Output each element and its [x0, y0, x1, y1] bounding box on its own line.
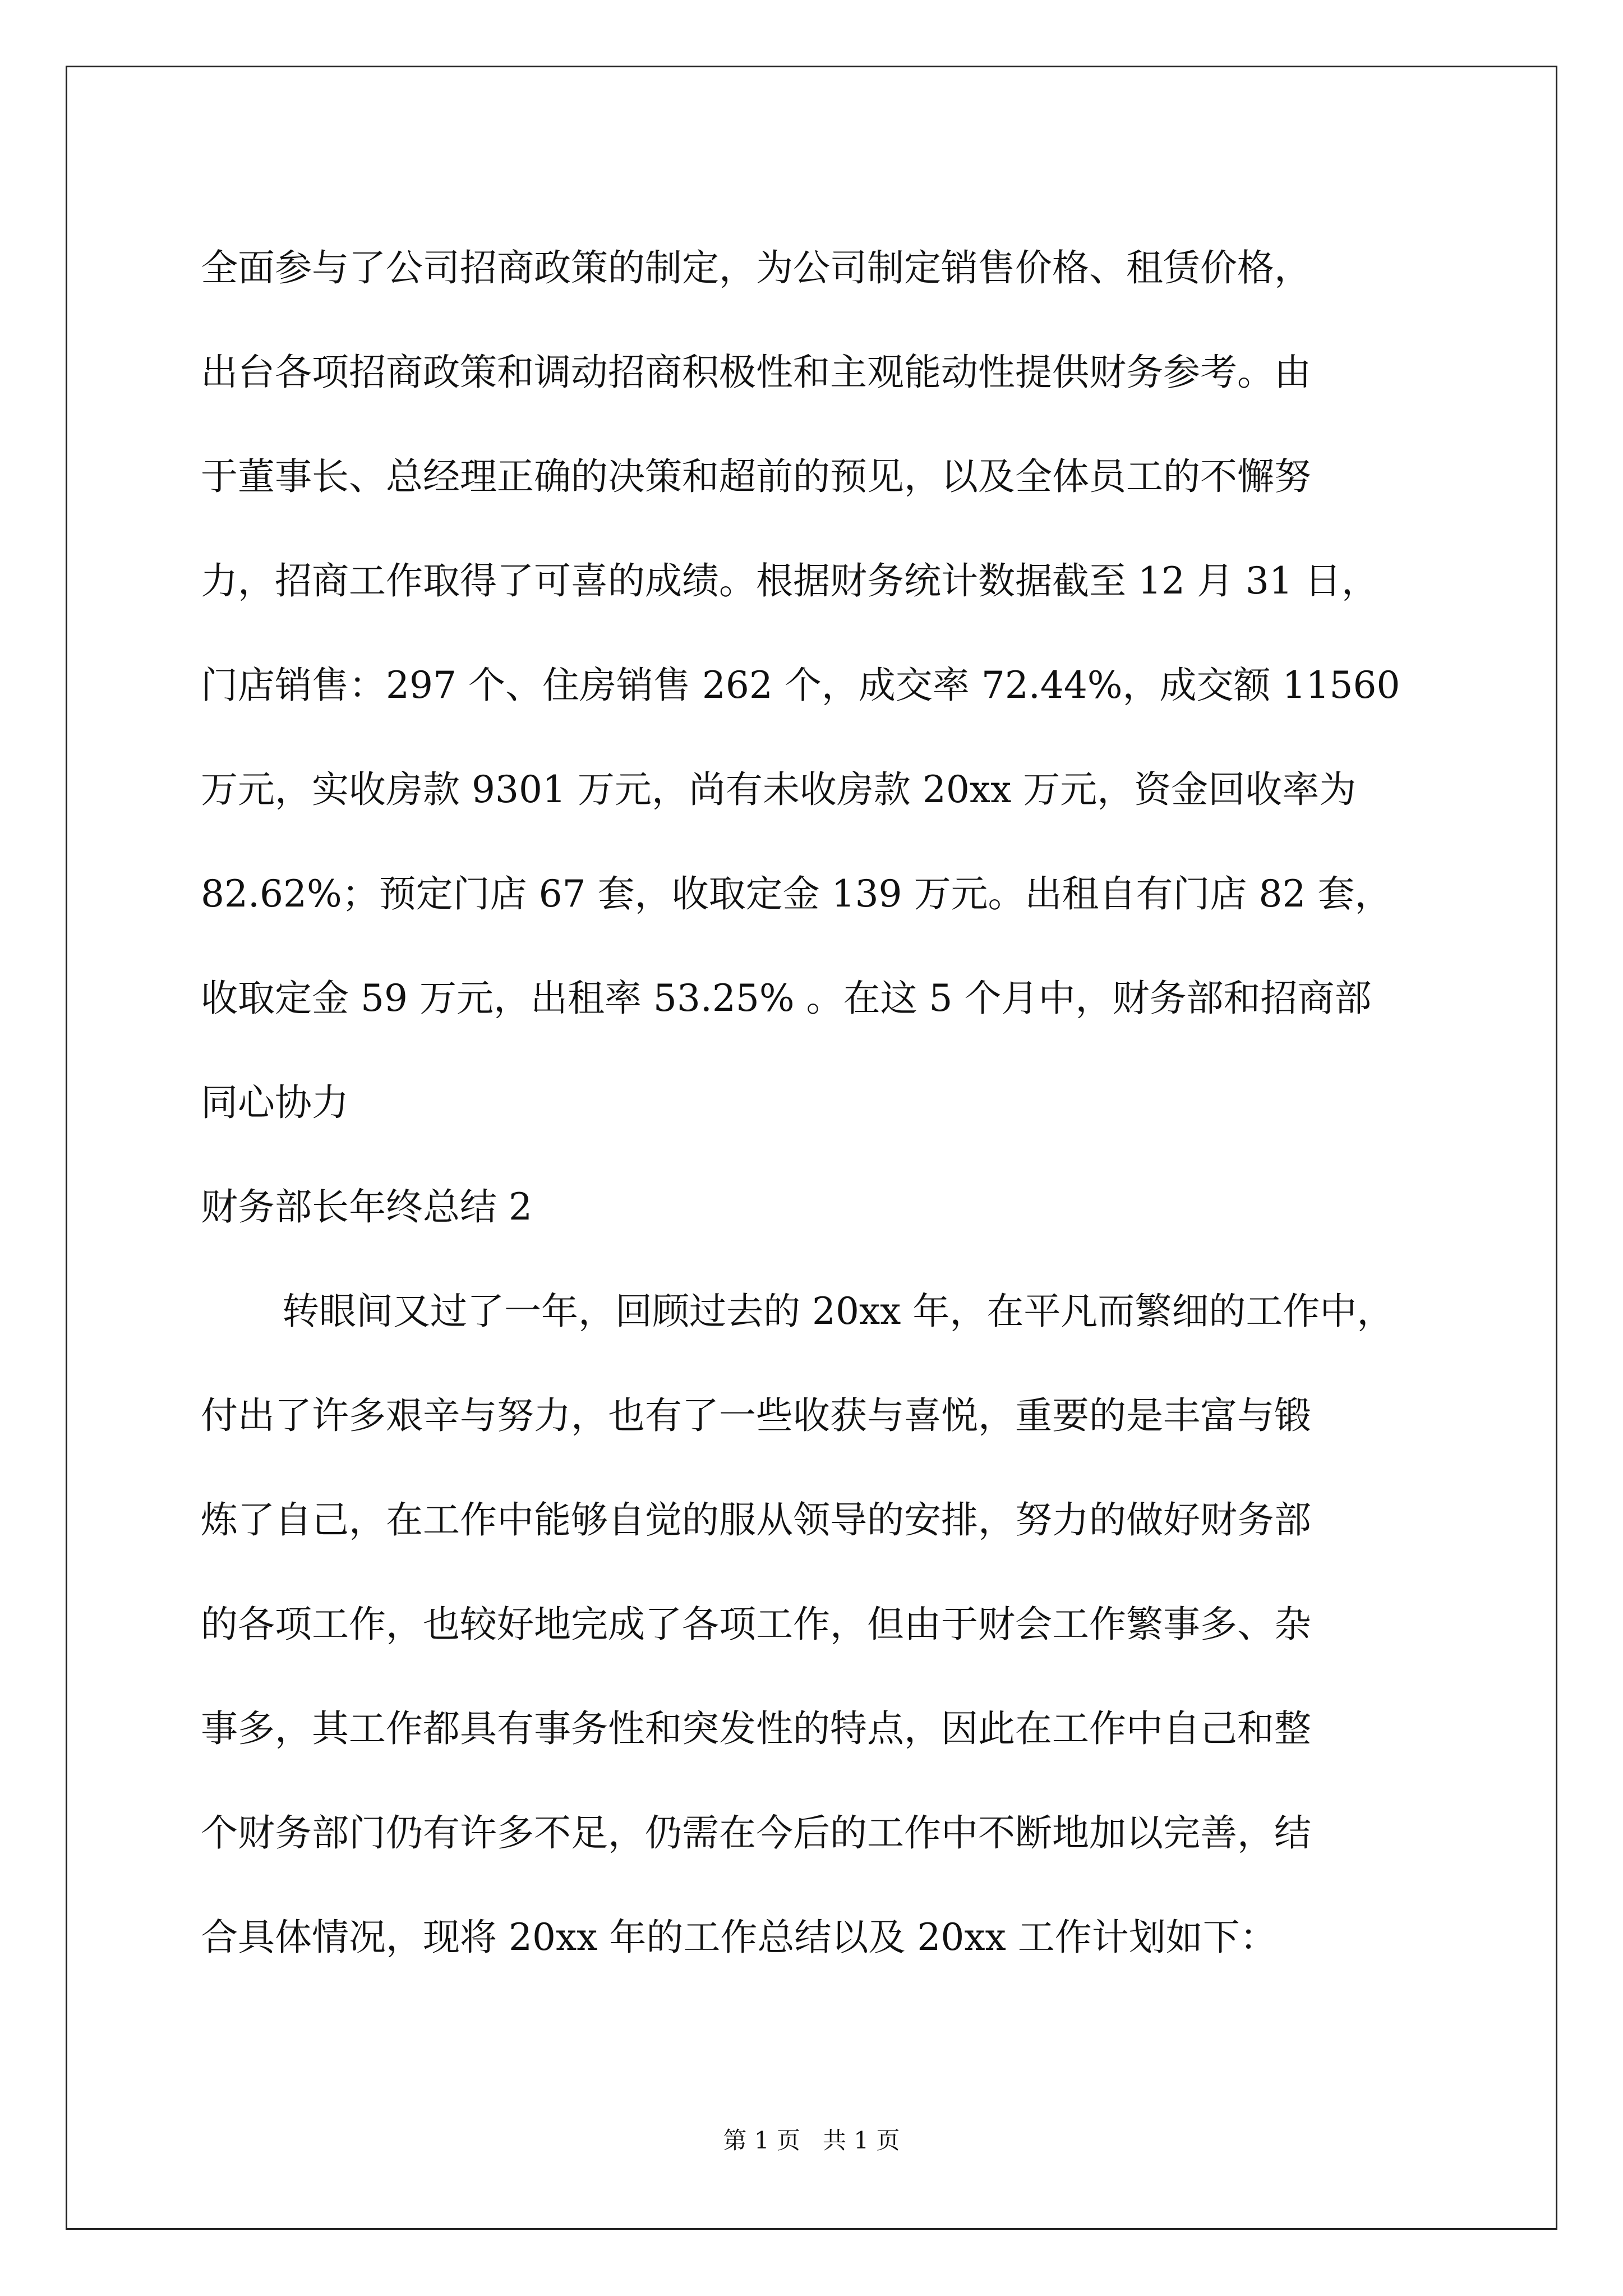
section-heading: 财务部长年终总结 2 — [201, 1185, 532, 1228]
paragraph-line: 事多，其工作都具有事务性和突发性的特点，因此在工作中自己和整 — [201, 1707, 1311, 1750]
document-body — [201, 216, 1457, 1990]
paragraph-line: 收取定金 59 万元，出租率 53.25% 。在这 5 个月中，财务部和招商部 — [201, 977, 1372, 1020]
paragraph-line: 转眼间又过了一年，回顾过去的 20xx 年，在平凡而繁细的工作中， — [282, 1290, 1394, 1333]
paragraph-line: 全面参与了公司招商政策的制定，为公司制定销售价格、租赁价格， — [201, 246, 1311, 289]
paragraph-line: 出台各项招商政策和调动招商积极性和主观能动性提供财务参考。由 — [201, 351, 1311, 394]
paragraph-line: 个财务部门仍有许多不足，仍需在今后的工作中不断地加以完善，结 — [201, 1811, 1311, 1855]
paragraph-line: 于董事长、总经理正确的决策和超前的预见，以及全体员工的不懈努 — [201, 455, 1311, 498]
paragraph-line: 82.62%；预定门店 67 套，收取定金 139 万元。出租自有门店 82 套， — [201, 872, 1392, 915]
paragraph-line: 炼了自己，在工作中能够自觉的服从领导的安排，努力的做好财务部 — [201, 1498, 1311, 1542]
paragraph-line: 万元，实收房款 9301 万元，尚有未收房款 20xx 万元，资金回收率为 — [201, 768, 1357, 811]
paragraph-line: 力，招商工作取得了可喜的成绩。根据财务统计数据截至 12 月 31 日， — [201, 559, 1378, 602]
paragraph-line: 同心协力 — [201, 1081, 349, 1124]
paragraph-line: 门店销售：297 个、住房销售 262 个，成交率 72.44%，成交额 11560 — [201, 664, 1400, 707]
paragraph-line: 付出了许多艰辛与努力，也有了一些收获与喜悦，重要的是丰富与锻 — [201, 1394, 1311, 1437]
paragraph-line: 的各项工作，也较好地完成了各项工作，但由于财会工作繁事多、杂 — [201, 1603, 1311, 1646]
page-number-footer: 第 1 页 共 1 页 — [723, 2127, 900, 2154]
paragraph-line: 合具体情况，现将 20xx 年的工作总结以及 20xx 工作计划如下： — [201, 1916, 1277, 1959]
